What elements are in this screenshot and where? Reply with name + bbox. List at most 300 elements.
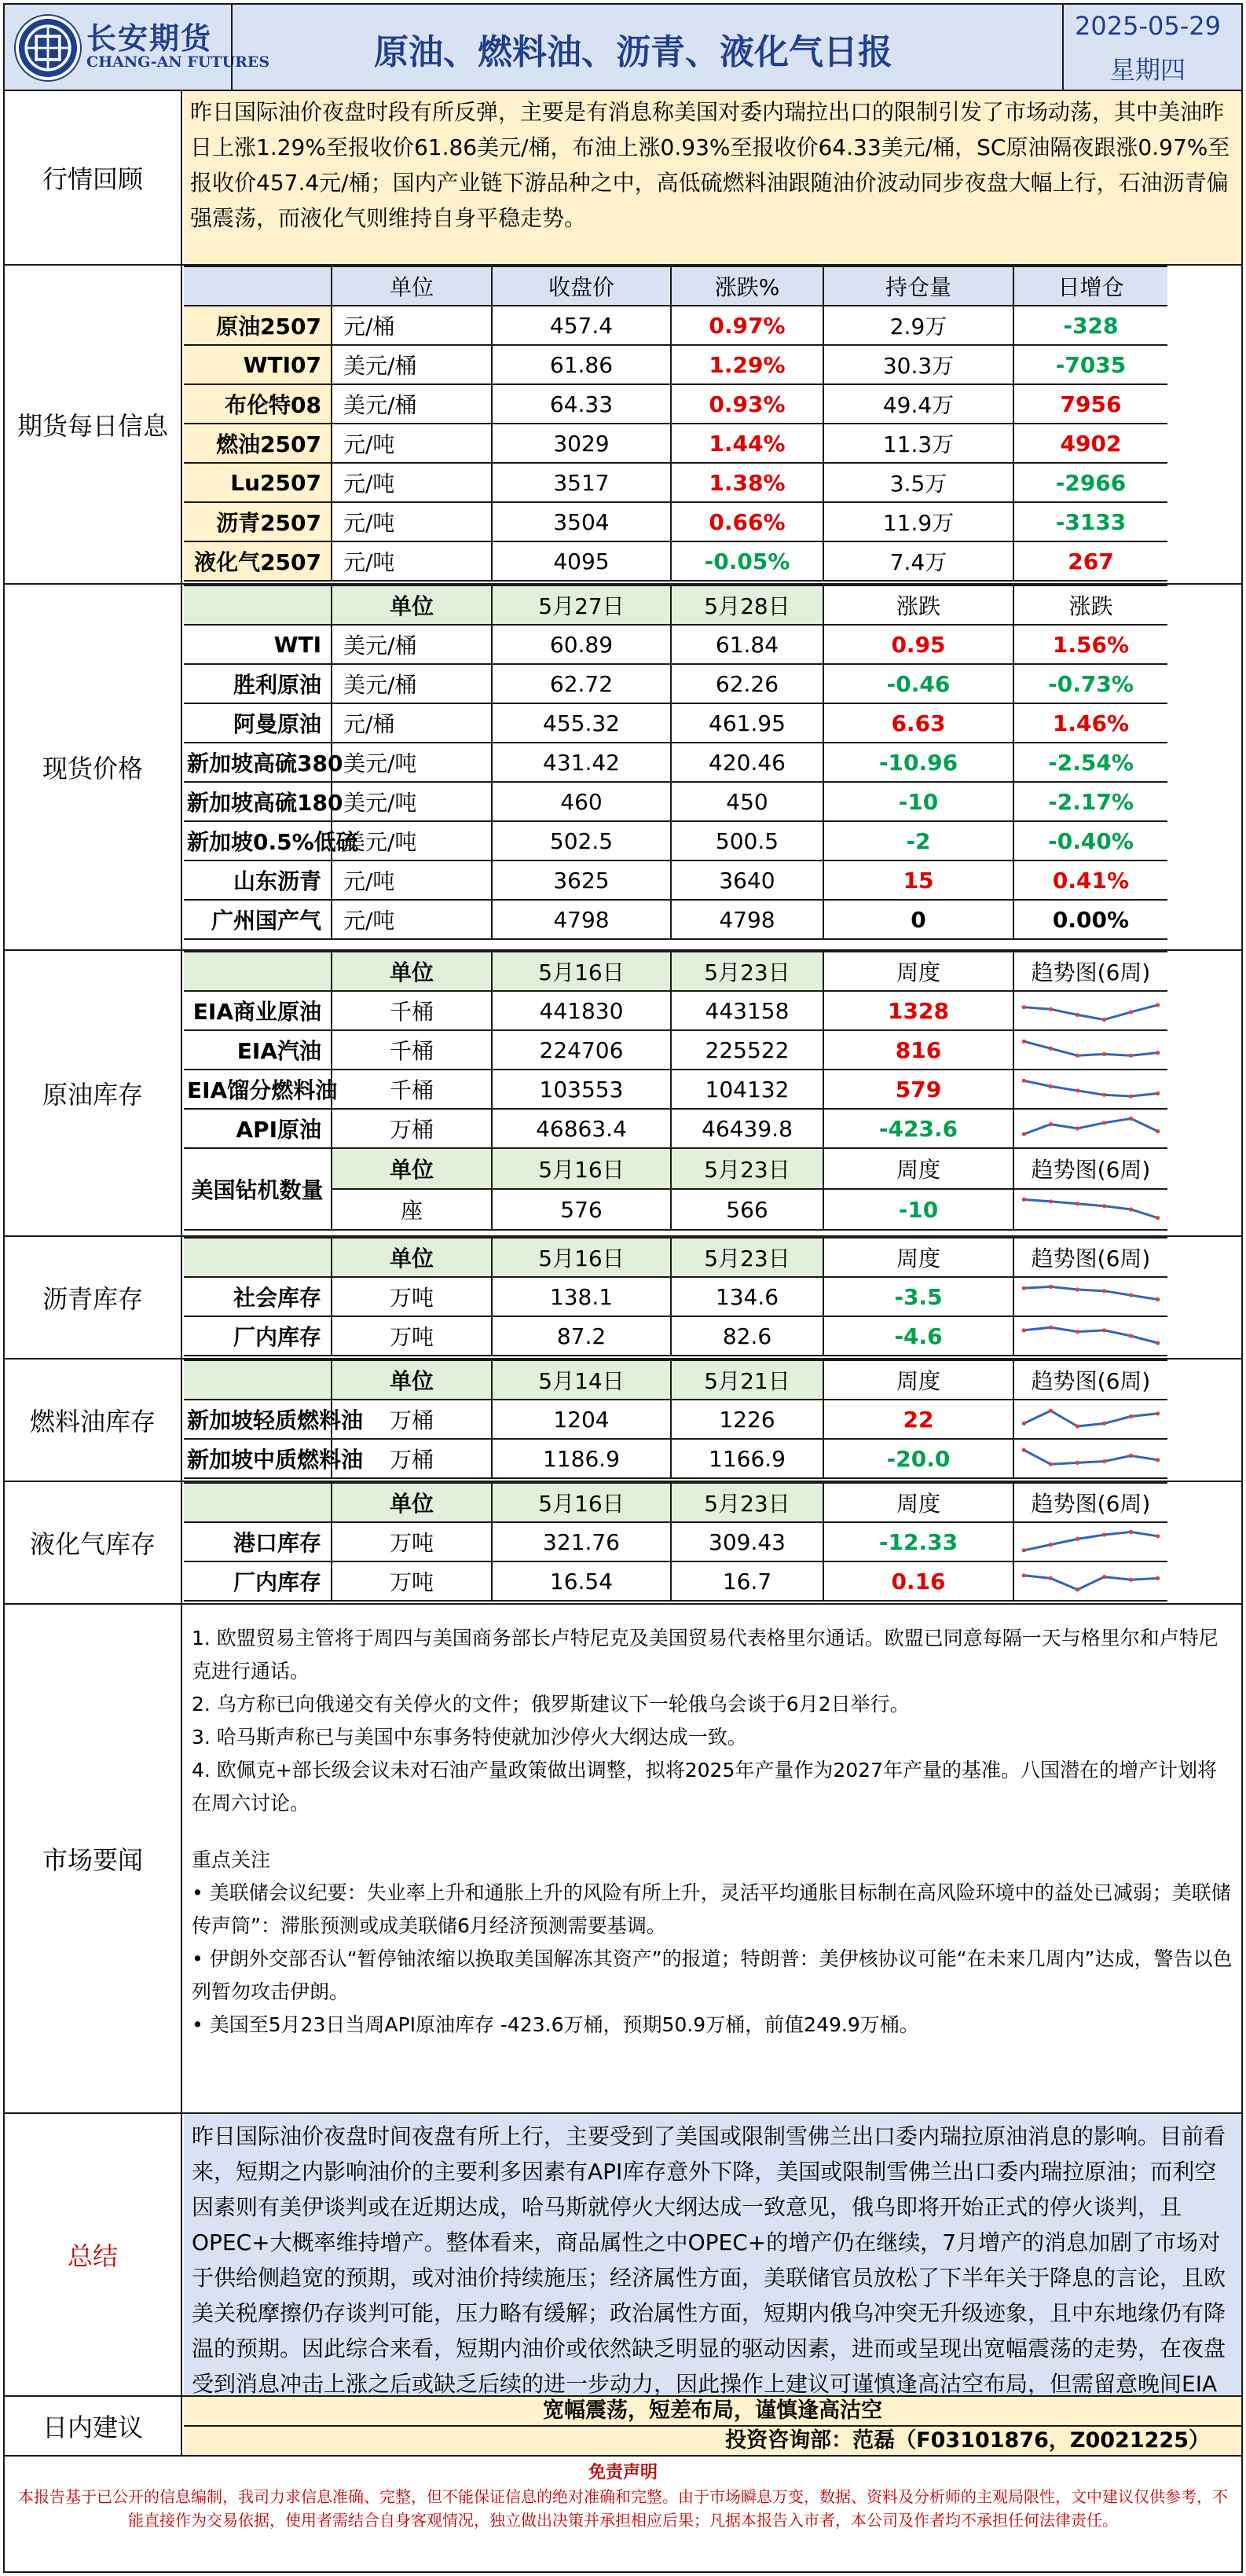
value-prev: 46863.4 [492,1109,671,1148]
instrument-name: 燃油2507 [184,424,332,463]
change-pct: 1.38% [671,463,823,502]
trend-sparkline-chart [1017,1319,1164,1353]
sparkline-point-3 [1102,1052,1106,1056]
lpg-inventory-section [5,1482,1241,1605]
table-row [184,1109,1167,1148]
price-prev: 3625 [492,861,671,900]
price-prev: 431.42 [492,743,671,782]
news-item: 2. 乌方称已向俄递交有关停火的文件；俄罗斯建议下一轮俄乌会谈于6月2日举行。 [192,1693,910,1715]
sparkline-path [1024,1286,1157,1299]
asphalt-inventory-section [5,1237,1241,1360]
column-header: 5月16日 [492,952,671,991]
table-row [184,1522,1167,1561]
unit: 元/吨 [332,900,492,939]
value-prev: 441830 [492,991,671,1030]
sparkline-point-4 [1129,1294,1133,1297]
column-header: 趋势图(6周) [1013,1148,1167,1189]
trend-sparkline [1013,1316,1167,1356]
market-news-section [5,1605,1241,2114]
weekly-change: -4.6 [823,1316,1013,1356]
close-price: 3517 [492,463,671,502]
price-curr: 461.95 [671,703,823,743]
sparkline-point-1 [1049,1409,1053,1413]
sparkline-point-4 [1129,1117,1133,1121]
news-item: 4. 欧佩克+部长级会议未对石油产量政策做出调整，拟将2025年产量作为2027年产量的基准。八国潜在的增产计划将在周六讨论。 [192,1759,1217,1815]
oi-change: 4902 [1013,424,1167,463]
change-abs: 0 [823,900,1013,939]
report-title: 原油、燃料油、沥青、液化气日报 [374,32,892,72]
change-pct: 0.66% [671,502,823,541]
section-label: 行情回顾 [5,91,182,264]
table-header-row [184,1238,1167,1277]
sparkline-point-4 [1129,1578,1133,1582]
sparkline-point-3 [1102,1328,1106,1332]
weekly-change: 1328 [823,991,1013,1030]
market-news-list [184,1605,1241,2112]
trend-sparkline-chart [1017,1441,1164,1476]
column-header: 收盘价 [492,266,671,306]
table-header-row [184,952,1167,991]
sparkline-point-0 [1022,1005,1026,1009]
inventory-name: 港口库存 [184,1522,332,1561]
change-abs: 0.95 [823,625,1013,664]
open-interest: 49.4万 [823,384,1013,424]
instrument-name: 胜利原油 [184,664,332,703]
table-row [184,821,1167,861]
inventory-name: 新加坡中质燃料油 [184,1439,332,1478]
table-header-row [184,585,1167,625]
sparkline-path [1024,1576,1157,1590]
column-header: 5月16日 [492,1238,671,1277]
table-row [184,1561,1167,1601]
summary-text: 昨日国际油价夜盘时间夜盘有所上行，主要受到了美国或限制雪佛兰出口委内瑞拉原油消息的影响。目前看来，短期之内影响油价的主要利多因素有API库存意外下降，美国或限制雪佛兰出口委内瑞拉原油；而利空因素则有美伊谈判或在近期达成，哈马斯就停火大纲达成一致意见，俄乌即将开始正式的停火谈判，且OPEC+大概率维持增产。整体看来，商品属性之中OPEC+的增产仍在继续，7月增产的消息加剧了市场对于供给侧趋宽的预期，或对油价持续施压；经济属性方面，美联储官员放松了下半年关于降息的言论，且欧美关税摩擦仍存谈判可能，压力略有缓解；政治属性方面，短期内俄乌冲突无升级迹象，且中东地缘仍有降温的预期。因此综合来看，短期内油价或依然缺乏明显的驱动因素，进而或呈现出宽幅震荡的走势，在夜盘受到消息冲击上涨之后或缺乏后续的进一步动力，因此操作上建议可谨慎逢高沽空布局，但需留意晚间EIA [184,2114,1241,2395]
sparkline-point-1 [1049,1543,1053,1547]
report-date: 2025-05-29 [1075,11,1221,41]
trend-sparkline-chart [1017,1033,1164,1067]
column-header: 涨跌 [823,585,1013,625]
instrument-name: 液化气2507 [184,541,332,581]
instrument-name: 山东沥青 [184,861,332,900]
value-prev: 224706 [492,1030,671,1070]
change-pct: 1.46% [1013,703,1167,743]
value-prev: 1204 [492,1400,671,1439]
open-interest: 11.3万 [823,424,1013,463]
sparkline-path [1024,1450,1157,1464]
sparkline-point-1 [1049,1576,1053,1580]
unit: 元/吨 [332,463,492,502]
sparkline-point-5 [1156,1297,1160,1301]
news-item: • 美联储会议纪要：失业率上升和通胀上升的风险有所上升，灵活平均通胀目标制在高风险环境中的益处已减弱；美联储传声筒”：滞胀预测或成美联储6月经济预测需要基调。 [192,1881,1231,1937]
sparkline-point-3 [1102,1289,1106,1293]
unit: 美元/桶 [332,625,492,664]
column-header: 单位 [332,1483,492,1522]
unit: 万吨 [332,1316,492,1356]
instrument-name: 新加坡高硫180 [184,782,332,821]
unit: 美元/桶 [332,664,492,703]
column-header: 日增仓 [1013,266,1167,306]
sparkline-path [1024,1005,1157,1020]
sparkline-point-1 [1049,1462,1053,1466]
unit: 万吨 [332,1561,492,1601]
sparkline-point-2 [1076,1461,1079,1465]
section-label: 期货每日信息 [5,266,182,583]
sparkline-point-0 [1022,1448,1026,1452]
column-header [184,1238,332,1277]
column-header: 单位 [332,1238,492,1277]
open-interest: 3.5万 [823,463,1013,502]
table-header-row [184,1483,1167,1522]
disclaimer-title: 免责声明 [588,2463,658,2482]
inventory-name: API原油 [184,1109,332,1148]
news-item: 1. 欧盟贸易主管将于周四与美国商务部长卢特尼克及美国贸易代表格里尔通话。欧盟已同意每隔一天与格里尔和卢特尼克进行通话。 [192,1627,1219,1682]
column-header: 趋势图(6周) [1013,1360,1167,1400]
weekly-change: 0.16 [823,1561,1013,1601]
sparkline-point-1 [1049,1199,1053,1203]
table-row [184,625,1167,664]
sparkline-point-2 [1076,1424,1079,1428]
change-pct: 1.44% [671,424,823,463]
column-header [184,266,332,306]
change-pct: 1.29% [671,345,823,384]
table-row [184,345,1167,384]
trend-sparkline [1013,1030,1167,1070]
unit: 万吨 [332,1522,492,1561]
report-page [3,3,1243,2573]
table-row [184,703,1167,743]
trend-sparkline [1013,1070,1167,1109]
value-curr: 1226 [671,1400,823,1439]
oi-change: 267 [1013,541,1167,581]
instrument-name: 沥青2507 [184,502,332,541]
column-header: 5月27日 [492,585,671,625]
column-header: 5月21日 [671,1360,823,1400]
instrument-name: WTI [184,625,332,664]
open-interest: 7.4万 [823,541,1013,581]
price-prev: 460 [492,782,671,821]
sparkline-point-0 [1022,1422,1026,1426]
section-label: 现货价格 [5,585,182,949]
column-header [184,585,332,625]
instrument-name: WTI07 [184,345,332,384]
column-header: 5月23日 [671,1238,823,1277]
table-row [184,991,1167,1030]
column-header: 涨跌 [1013,585,1167,625]
inventory-name: 厂内库存 [184,1316,332,1356]
sparkline-point-2 [1076,1587,1079,1591]
column-header: 5月14日 [492,1360,671,1400]
weekly-change: -12.33 [823,1522,1013,1561]
instrument-name: 新加坡0.5%低硫 [184,821,332,861]
column-header: 周度 [823,1238,1013,1277]
unit: 元/吨 [332,502,492,541]
change-pct: 0.93% [671,384,823,424]
unit: 美元/吨 [332,821,492,861]
unit: 元/桶 [332,306,492,345]
close-price: 64.33 [492,384,671,424]
unit: 美元/桶 [332,345,492,384]
company-name-cn: 长安期货 [86,21,213,56]
sparkline-point-3 [1102,1018,1106,1022]
table-row [184,463,1167,502]
section-label: 液化气库存 [5,1482,182,1603]
change-abs: -10.96 [823,743,1013,782]
column-header: 单位 [332,585,492,625]
trend-sparkline-chart [1017,993,1164,1028]
table-row [184,384,1167,424]
weekly-change: 816 [823,1030,1013,1070]
price-prev: 502.5 [492,821,671,861]
sparkline-point-2 [1076,1202,1079,1205]
sparkline-point-3 [1102,1459,1106,1463]
value-curr: 104132 [671,1070,823,1109]
sparkline-path [1024,1081,1157,1096]
close-price: 4095 [492,541,671,581]
sparkline-point-2 [1076,1088,1079,1092]
inventory-name: 社会库存 [184,1277,332,1316]
sparkline-point-5 [1156,1534,1160,1538]
unit: 美元/吨 [332,743,492,782]
instrument-name: 布伦特08 [184,384,332,424]
sparkline-point-0 [1022,1328,1026,1332]
futures-table [184,266,1167,582]
column-header: 单位 [332,1148,492,1189]
trend-sparkline-chart [1017,1402,1164,1437]
table-row [184,424,1167,463]
section-label: 总结 [5,2114,182,2395]
news-item: • 美国至5月23日当周API原油库存 -423.6万桶，预期50.9万桶，前值249.9万桶。 [192,2013,919,2036]
sparkline-point-2 [1076,1330,1079,1334]
sparkline-point-1 [1049,1084,1053,1088]
value-prev: 87.2 [492,1316,671,1356]
price-prev: 455.32 [492,703,671,743]
column-header: 单位 [332,1360,492,1400]
oi-change: 7956 [1013,384,1167,424]
sparkline-point-2 [1076,1537,1079,1541]
advice-section [5,2397,1241,2457]
change-pct: 0.00% [1013,900,1167,939]
column-header: 单位 [332,952,492,991]
trend-sparkline-chart [1017,1192,1164,1227]
sparkline-point-1 [1049,1326,1053,1330]
sparkline-path [1024,1532,1157,1550]
spot-table [184,585,1167,940]
crude-inventory-table [184,951,1167,1231]
trend-sparkline-chart [1017,1072,1164,1106]
analyst-credit: 投资咨询部：范磊（F03101876，Z0021225） [184,2425,1241,2453]
trend-sparkline [1013,1109,1167,1148]
price-curr: 420.46 [671,743,823,782]
table-header-row [184,266,1167,306]
rig-count-label: 美国钻机数量 [184,1148,332,1230]
weekly-change: 579 [823,1070,1013,1109]
column-header: 周度 [823,1148,1013,1189]
column-header [184,1483,332,1522]
close-price: 3504 [492,502,671,541]
trend-sparkline [1013,1400,1167,1439]
change-abs: -10 [823,782,1013,821]
news-item: • 伊朗外交部否认“暂停铀浓缩以换取美国解冻其资产”的报道；特朗普：美伊核协议可能“在未来几周内”达成，警告以色列暂勿攻击伊朗。 [192,1947,1233,2003]
section-label: 市场要闻 [5,1605,182,2112]
price-curr: 61.84 [671,625,823,664]
trend-sparkline [1013,1277,1167,1316]
sparkline-point-0 [1022,1198,1026,1202]
instrument-name: 原油2507 [184,306,332,345]
value-curr: 443158 [671,991,823,1030]
column-header: 5月16日 [492,1148,671,1189]
sparkline-path [1024,1199,1157,1217]
column-header: 周度 [823,952,1013,991]
value-curr: 1166.9 [671,1439,823,1478]
sparkline-point-0 [1022,1132,1026,1136]
unit: 千桶 [332,1070,492,1109]
sparkline-point-5 [1156,1411,1160,1415]
market-review-text: 昨日国际油价夜盘时段有所反弹，主要是有消息称美国对委内瑞拉出口的限制引发了市场动荡，其中美油昨日上涨1.29%至报收价61.86美元/桶，布油上涨0.93%至报收价64.33美元/桶，SC原油隔夜跟涨0.97%至报收价457.4元/桶；国内产业链下游品种之中，高低硫燃料油跟随油价波动同步夜盘大幅上行，石油沥青偏强震荡，而液化气则维持自身平稳走势。 [184,91,1241,264]
inventory-name: EIA馏分燃料油 [184,1070,332,1109]
sparkline-point-2 [1076,1126,1079,1130]
column-header: 5月23日 [671,1483,823,1522]
unit: 元/桶 [332,703,492,743]
inventory-name: EIA商业原油 [184,991,332,1030]
table-row [184,1277,1167,1316]
trend-sparkline-chart [1017,1279,1164,1314]
change-abs: -0.46 [823,664,1013,703]
price-prev: 62.72 [492,664,671,703]
sparkline-point-5 [1156,1216,1160,1220]
instrument-name: Lu2507 [184,463,332,502]
sparkline-point-0 [1022,1286,1026,1290]
instrument-name: 广州国产气 [184,900,332,939]
unit: 万桶 [332,1109,492,1148]
value-curr: 46439.8 [671,1109,823,1148]
price-prev: 60.89 [492,625,671,664]
sparkline-point-3 [1102,1575,1106,1579]
sparkline-path [1024,1411,1157,1426]
futures-section [5,266,1241,585]
value-curr: 16.7 [671,1561,823,1601]
price-prev: 4798 [492,900,671,939]
sparkline-point-0 [1022,1079,1026,1083]
sparkline-point-3 [1102,1121,1106,1125]
sparkline-point-1 [1049,1047,1053,1051]
unit: 万吨 [332,1277,492,1316]
unit: 元/吨 [332,424,492,463]
sparkline-point-2 [1076,1287,1079,1291]
change-pct: -2.17% [1013,782,1167,821]
sparkline-point-4 [1129,1054,1133,1058]
column-header: 单位 [332,266,492,306]
value-prev: 1186.9 [492,1439,671,1478]
table-row [184,1070,1167,1109]
trend-sparkline-chart [1017,1525,1164,1559]
column-header [184,952,332,991]
column-header: 周度 [823,1483,1013,1522]
close-price: 3029 [492,424,671,463]
value-curr: 134.6 [671,1277,823,1316]
value-prev: 138.1 [492,1277,671,1316]
report-weekday: 星期四 [1109,55,1186,85]
change-pct: 0.41% [1013,861,1167,900]
section-label: 原油库存 [5,951,182,1235]
unit: 美元/吨 [332,782,492,821]
fuel-inventory-table [184,1360,1167,1479]
instrument-name: 新加坡高硫380 [184,743,332,782]
table-row [184,541,1167,581]
sparkline-point-5 [1156,1458,1160,1462]
close-price: 457.4 [492,306,671,345]
crude-inventory-section [5,951,1241,1237]
sparkline-point-3 [1102,1422,1106,1426]
column-header: 5月23日 [671,952,823,991]
summary-section [5,2114,1241,2397]
change-pct: -0.05% [671,541,823,581]
table-row [184,861,1167,900]
sparkline-point-5 [1156,1576,1160,1580]
sparkline-point-4 [1129,1530,1133,1534]
change-pct: -0.73% [1013,664,1167,703]
unit: 元/吨 [332,861,492,900]
unit: 千桶 [332,991,492,1030]
spot-section [5,585,1241,951]
open-interest: 2.9万 [823,306,1013,345]
sparkline-point-5 [1156,1341,1160,1345]
price-curr: 450 [671,782,823,821]
value-curr: 82.6 [671,1316,823,1356]
section-label: 燃料油库存 [5,1360,182,1481]
sparkline-point-5 [1156,1051,1160,1055]
sparkline-point-0 [1022,1548,1026,1552]
news-spacer [192,1820,1233,1844]
weekly-change: -10 [823,1189,1013,1230]
change-abs: -2 [823,821,1013,861]
sparkline-point-4 [1129,1207,1133,1211]
unit: 美元/桶 [332,384,492,424]
value-curr: 309.43 [671,1522,823,1561]
inventory-name: 厂内库存 [184,1561,332,1601]
value-prev: 576 [492,1189,671,1230]
change-abs: 6.63 [823,703,1013,743]
unit: 万桶 [332,1439,492,1478]
open-interest: 11.9万 [823,502,1013,541]
sparkline-point-5 [1156,1129,1160,1133]
trend-sparkline [1013,1561,1167,1601]
column-header: 趋势图(6周) [1013,1238,1167,1277]
sparkline-point-3 [1102,1093,1106,1097]
table-row [184,1316,1167,1356]
price-curr: 500.5 [671,821,823,861]
market-review-section [5,91,1241,266]
company-name-en: CHANG-AN FUTURES [86,53,270,71]
open-interest: 30.3万 [823,345,1013,384]
inventory-name: EIA汽油 [184,1030,332,1070]
column-header: 周度 [823,1360,1013,1400]
weekly-change: -20.0 [823,1439,1013,1478]
sparkline-point-4 [1129,1010,1133,1014]
table-row [184,1189,1167,1230]
instrument-name: 阿曼原油 [184,703,332,743]
table-row [184,1030,1167,1070]
trend-sparkline-chart [1017,1111,1164,1146]
sparkline-point-0 [1022,1573,1026,1577]
sparkline-point-2 [1076,1054,1079,1058]
price-curr: 4798 [671,900,823,939]
trend-sparkline [1013,991,1167,1030]
column-header [184,1360,332,1400]
table-row [184,1400,1167,1439]
trend-sparkline [1013,1439,1167,1478]
change-abs: 15 [823,861,1013,900]
sparkline-point-5 [1156,1003,1160,1007]
table-row [184,900,1167,939]
